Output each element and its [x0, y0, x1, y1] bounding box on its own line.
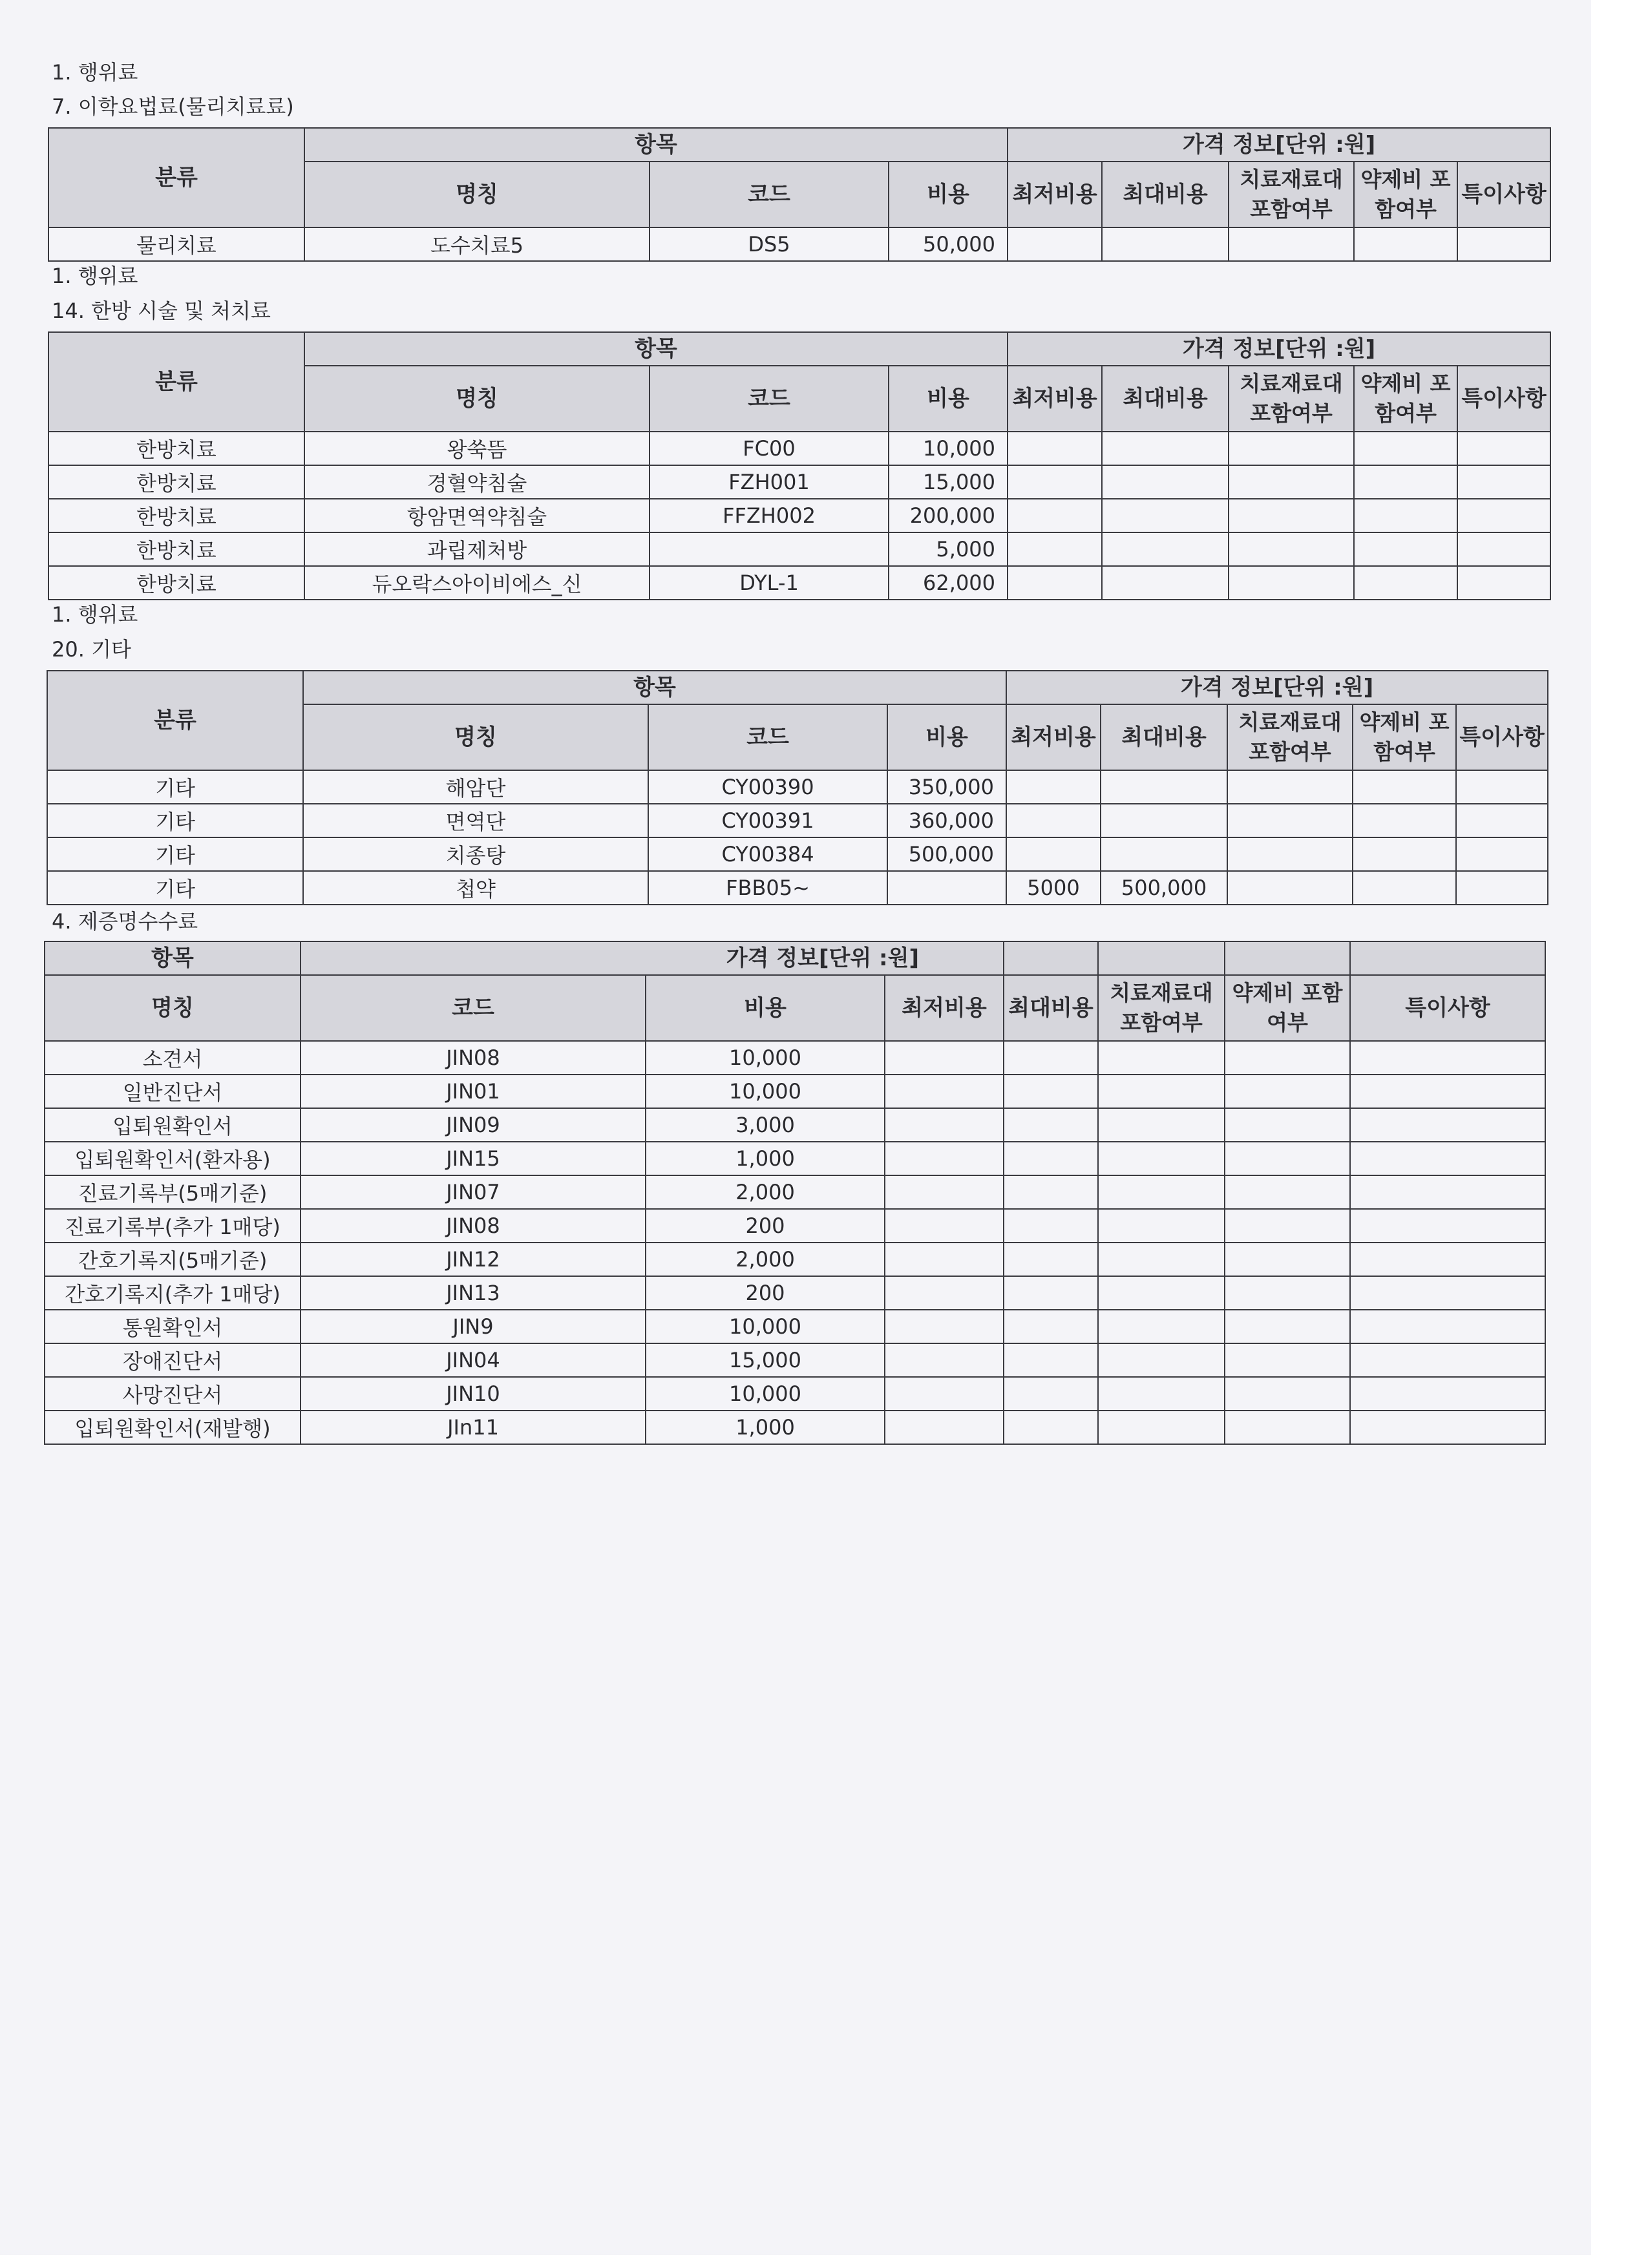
cell-code	[650, 532, 889, 566]
header-drug-included: 약제비 포함여부	[1354, 162, 1457, 227]
cell-code: JIN04	[301, 1343, 646, 1377]
cell-material	[1098, 1041, 1225, 1075]
cell-material	[1229, 227, 1354, 261]
cell-cost: 2,000	[646, 1175, 885, 1209]
section4-label-top: 4. 제증명수수료	[52, 909, 198, 934]
cell-min	[885, 1343, 1004, 1377]
cell-min	[1008, 499, 1102, 532]
cell-name: 첩약	[303, 871, 648, 905]
cell-material	[1098, 1377, 1225, 1411]
header-notes: 특이사항	[1457, 162, 1550, 227]
section3-label-sub: 20. 기타	[52, 637, 131, 662]
table-row	[45, 1377, 1545, 1411]
cell-category: 한방치료	[48, 499, 304, 532]
cell-cost: 350,000	[887, 770, 1006, 804]
table-row	[45, 1142, 1545, 1175]
header-blank	[1098, 941, 1225, 975]
header-price-info: 가격 정보[단위 :원]	[1008, 332, 1550, 366]
cell-material	[1098, 1243, 1225, 1276]
cell-cost: 500,000	[887, 837, 1006, 871]
cell-code: JIN07	[301, 1175, 646, 1209]
header-category: 분류	[47, 671, 303, 770]
cell-material	[1229, 499, 1354, 532]
cell-cost: 200,000	[889, 499, 1008, 532]
header-blank	[1004, 941, 1098, 975]
cell-cost: 5,000	[889, 532, 1008, 566]
cell-drug	[1225, 1108, 1350, 1142]
cell-cost: 10,000	[646, 1075, 885, 1108]
header-notes: 특이사항	[1457, 366, 1550, 432]
header-material-included: 치료재료대 포함여부	[1229, 366, 1354, 432]
cell-min	[885, 1041, 1004, 1075]
cell-category: 기타	[47, 770, 303, 804]
cell-name: 통원확인서	[45, 1310, 301, 1343]
cell-cost: 15,000	[889, 465, 1008, 499]
cell-code: CY00391	[648, 804, 887, 837]
cell-cost: 62,000	[889, 566, 1008, 600]
cell-min	[885, 1310, 1004, 1343]
cell-cost: 2,000	[646, 1243, 885, 1276]
cell-name: 경혈약침술	[304, 465, 650, 499]
cell-drug	[1225, 1411, 1350, 1444]
cell-max	[1102, 227, 1229, 261]
cell-drug	[1225, 1343, 1350, 1377]
cell-note	[1350, 1377, 1545, 1411]
cell-name: 치종탕	[303, 837, 648, 871]
cell-cost	[887, 871, 1006, 905]
header-min-cost: 최저비용	[1006, 704, 1101, 770]
section1-label-sub: 7. 이학요법료(물리치료료)	[52, 94, 294, 119]
cell-name: 왕쑥뜸	[304, 432, 650, 465]
cell-category: 한방치료	[48, 465, 304, 499]
header-cost: 비용	[889, 366, 1008, 432]
cell-material	[1229, 532, 1354, 566]
table-row	[48, 432, 1550, 465]
cell-cost: 1,000	[646, 1411, 885, 1444]
cell-note	[1350, 1075, 1545, 1108]
cell-drug	[1225, 1175, 1350, 1209]
table-row	[48, 532, 1550, 566]
cell-min	[1008, 566, 1102, 600]
cell-name: 진료기록부(추가 1매당)	[45, 1209, 301, 1243]
header-drug-included: 약제비 포함여부	[1354, 366, 1457, 432]
table-row	[45, 1343, 1545, 1377]
cell-note	[1350, 1411, 1545, 1444]
cell-drug	[1353, 804, 1456, 837]
table-row	[48, 465, 1550, 499]
header-cost: 비용	[887, 704, 1006, 770]
cell-drug	[1353, 770, 1456, 804]
cell-category: 한방치료	[48, 432, 304, 465]
cell-cost: 360,000	[887, 804, 1006, 837]
header-cost: 비용	[646, 975, 885, 1041]
cell-max	[1102, 566, 1229, 600]
cell-code: JIN15	[301, 1142, 646, 1175]
cell-max	[1102, 532, 1229, 566]
cell-min	[885, 1209, 1004, 1243]
cell-max	[1102, 432, 1229, 465]
cell-min	[1006, 837, 1101, 871]
cell-material	[1098, 1209, 1225, 1243]
header-min-cost: 최저비용	[1008, 366, 1102, 432]
table-row	[45, 1310, 1545, 1343]
header-material-included: 치료재료대 포함여부	[1098, 975, 1225, 1041]
cell-name: 진료기록부(5매기준)	[45, 1175, 301, 1209]
header-code: 코드	[650, 162, 889, 227]
header-item: 항목	[45, 941, 301, 975]
table-row	[47, 770, 1548, 804]
cell-material	[1229, 566, 1354, 600]
cell-name: 항암면역약침술	[304, 499, 650, 532]
cell-note	[1456, 770, 1548, 804]
table-row	[47, 871, 1548, 905]
table-row	[47, 804, 1548, 837]
cell-note	[1457, 566, 1550, 600]
page-bottom-margin	[0, 2255, 1648, 2268]
cell-drug	[1353, 837, 1456, 871]
cell-cost: 200	[646, 1276, 885, 1310]
table-row	[45, 1075, 1545, 1108]
cell-drug	[1225, 1041, 1350, 1075]
cell-note	[1350, 1276, 1545, 1310]
header-material-included: 치료재료대 포함여부	[1229, 162, 1354, 227]
header-name: 명칭	[45, 975, 301, 1041]
cell-note	[1350, 1209, 1545, 1243]
table-row	[45, 1411, 1545, 1444]
cell-material	[1227, 871, 1353, 905]
cell-material	[1098, 1343, 1225, 1377]
cell-cost: 10,000	[646, 1310, 885, 1343]
cell-max	[1004, 1377, 1098, 1411]
cell-code: CY00390	[648, 770, 887, 804]
cell-max	[1102, 499, 1229, 532]
cell-code: JIN08	[301, 1041, 646, 1075]
cell-note	[1457, 499, 1550, 532]
cell-min	[885, 1243, 1004, 1276]
table-row	[45, 1243, 1545, 1276]
cell-material	[1098, 1276, 1225, 1310]
cell-code: JIN10	[301, 1377, 646, 1411]
header-material-included: 치료재료대 포함여부	[1227, 704, 1353, 770]
header-drug-included: 약제비 포함여부	[1225, 975, 1350, 1041]
cell-max	[1004, 1343, 1098, 1377]
cell-name: 간호기록지(5매기준)	[45, 1243, 301, 1276]
section3-price-table	[47, 670, 1548, 905]
cell-drug	[1354, 532, 1457, 566]
cell-material	[1229, 465, 1354, 499]
cell-drug	[1354, 566, 1457, 600]
cell-category: 한방치료	[48, 566, 304, 600]
cell-material	[1227, 770, 1353, 804]
cell-cost: 10,000	[889, 432, 1008, 465]
cell-name: 면역단	[303, 804, 648, 837]
cell-code: CY00384	[648, 837, 887, 871]
cell-note	[1350, 1108, 1545, 1142]
cell-drug	[1225, 1142, 1350, 1175]
cell-note	[1457, 532, 1550, 566]
cell-material	[1098, 1142, 1225, 1175]
cell-code: DS5	[650, 227, 889, 261]
cell-drug	[1354, 465, 1457, 499]
cell-material	[1227, 837, 1353, 871]
cell-max	[1004, 1310, 1098, 1343]
cell-code: JIN01	[301, 1075, 646, 1108]
header-code: 코드	[301, 975, 646, 1041]
header-price-info: 가격 정보[단위 :원]	[1008, 128, 1550, 162]
cell-drug	[1354, 432, 1457, 465]
cell-max	[1004, 1175, 1098, 1209]
cell-note	[1350, 1175, 1545, 1209]
cell-drug	[1353, 871, 1456, 905]
header-blank	[1225, 941, 1350, 975]
cell-material	[1098, 1075, 1225, 1108]
section1-label-top: 1. 행위료	[52, 60, 138, 85]
table-row	[45, 1108, 1545, 1142]
header-max-cost: 최대비용	[1102, 366, 1229, 432]
cell-name: 사망진단서	[45, 1377, 301, 1411]
cell-code: FFZH002	[650, 499, 889, 532]
cell-drug	[1225, 1276, 1350, 1310]
cell-min	[885, 1075, 1004, 1108]
cell-name: 입퇴원확인서(환자용)	[45, 1142, 301, 1175]
header-blank	[1350, 941, 1545, 975]
header-name: 명칭	[304, 162, 650, 227]
cell-min	[885, 1175, 1004, 1209]
section4-fee-table	[44, 941, 1546, 1445]
cell-min	[885, 1411, 1004, 1444]
header-max-cost: 최대비용	[1101, 704, 1227, 770]
header-min-cost: 최저비용	[885, 975, 1004, 1041]
cell-min: 5000	[1006, 871, 1101, 905]
header-max-cost: 최대비용	[1102, 162, 1229, 227]
cell-material	[1227, 804, 1353, 837]
cell-category: 기타	[47, 837, 303, 871]
cell-note	[1350, 1142, 1545, 1175]
cell-name: 입퇴원확인서(재발행)	[45, 1411, 301, 1444]
cell-code: DYL-1	[650, 566, 889, 600]
cell-max	[1004, 1108, 1098, 1142]
cell-min	[885, 1377, 1004, 1411]
header-price-info: 가격 정보[단위 :원]	[1006, 671, 1548, 704]
section2-label-sub: 14. 한방 시술 및 처치료	[52, 299, 271, 323]
section2-price-table	[48, 331, 1551, 600]
cell-name: 장애진단서	[45, 1343, 301, 1377]
cell-code: JIN09	[301, 1108, 646, 1142]
cell-category: 물리치료	[48, 227, 304, 261]
cell-note	[1350, 1041, 1545, 1075]
cell-max	[1004, 1075, 1098, 1108]
cell-code: JIN13	[301, 1276, 646, 1310]
cell-min	[885, 1142, 1004, 1175]
cell-name: 과립제처방	[304, 532, 650, 566]
cell-name: 일반진단서	[45, 1075, 301, 1108]
page-right-margin	[1591, 0, 1648, 2268]
cell-max	[1004, 1411, 1098, 1444]
cell-max: 500,000	[1101, 871, 1227, 905]
header-code: 코드	[648, 704, 887, 770]
cell-code: FC00	[650, 432, 889, 465]
header-cost: 비용	[889, 162, 1008, 227]
cell-code: JIN9	[301, 1310, 646, 1343]
cell-cost: 3,000	[646, 1108, 885, 1142]
cell-code: JIN08	[301, 1209, 646, 1243]
cell-max	[1004, 1041, 1098, 1075]
header-category: 분류	[48, 128, 304, 227]
cell-max	[1101, 770, 1227, 804]
cell-cost: 200	[646, 1209, 885, 1243]
section2-label-top: 1. 행위료	[52, 264, 138, 288]
table-row	[45, 1175, 1545, 1209]
cell-drug	[1225, 1209, 1350, 1243]
cell-min	[885, 1276, 1004, 1310]
cell-max	[1004, 1243, 1098, 1276]
table-row	[45, 1209, 1545, 1243]
cell-cost: 50,000	[889, 227, 1008, 261]
cell-note	[1350, 1310, 1545, 1343]
section3-label-top: 1. 행위료	[52, 602, 138, 627]
cell-note	[1456, 837, 1548, 871]
header-min-cost: 최저비용	[1008, 162, 1102, 227]
cell-category: 기타	[47, 871, 303, 905]
cell-material	[1098, 1108, 1225, 1142]
table-row	[48, 227, 1550, 261]
cell-cost: 10,000	[646, 1041, 885, 1075]
table-row	[48, 499, 1550, 532]
cell-code: JIN12	[301, 1243, 646, 1276]
cell-cost: 1,000	[646, 1142, 885, 1175]
cell-min	[1006, 804, 1101, 837]
cell-material	[1098, 1310, 1225, 1343]
cell-note	[1457, 227, 1550, 261]
cell-code: FZH001	[650, 465, 889, 499]
cell-drug	[1225, 1377, 1350, 1411]
cell-drug	[1354, 499, 1457, 532]
section1-price-table	[48, 127, 1551, 262]
header-notes: 특이사항	[1350, 975, 1545, 1041]
cell-note	[1457, 432, 1550, 465]
cell-drug	[1225, 1075, 1350, 1108]
header-drug-included: 약제비 포함여부	[1353, 704, 1456, 770]
cell-max	[1004, 1276, 1098, 1310]
cell-min	[1008, 532, 1102, 566]
cell-cost: 15,000	[646, 1343, 885, 1377]
cell-note	[1456, 871, 1548, 905]
cell-note	[1350, 1343, 1545, 1377]
cell-code: JIn11	[301, 1411, 646, 1444]
table-row	[45, 1041, 1545, 1075]
cell-material	[1098, 1175, 1225, 1209]
cell-max	[1102, 465, 1229, 499]
cell-drug	[1225, 1243, 1350, 1276]
table-row	[48, 566, 1550, 600]
cell-drug	[1354, 227, 1457, 261]
cell-min	[885, 1108, 1004, 1142]
cell-name: 간호기록지(추가 1매당)	[45, 1276, 301, 1310]
cell-name: 입퇴원확인서	[45, 1108, 301, 1142]
header-category: 분류	[48, 332, 304, 432]
cell-min	[1008, 465, 1102, 499]
cell-min	[1008, 227, 1102, 261]
header-code: 코드	[650, 366, 889, 432]
table-row	[47, 837, 1548, 871]
header-name: 명칭	[303, 704, 648, 770]
cell-name: 해암단	[303, 770, 648, 804]
header-max-cost: 최대비용	[1004, 975, 1098, 1041]
cell-cost: 10,000	[646, 1377, 885, 1411]
header-name: 명칭	[304, 366, 650, 432]
cell-category: 한방치료	[48, 532, 304, 566]
header-notes: 특이사항	[1456, 704, 1548, 770]
cell-material	[1098, 1411, 1225, 1444]
cell-max	[1004, 1142, 1098, 1175]
header-item: 항목	[304, 332, 1008, 366]
cell-drug	[1225, 1310, 1350, 1343]
cell-name: 듀오락스아이비에스_신	[304, 566, 650, 600]
table-row	[45, 1276, 1545, 1310]
cell-max	[1101, 837, 1227, 871]
header-price-info: 가격 정보[단위 :원]	[301, 941, 1004, 975]
cell-note	[1457, 465, 1550, 499]
cell-note	[1350, 1243, 1545, 1276]
header-item: 항목	[304, 128, 1008, 162]
cell-name: 소견서	[45, 1041, 301, 1075]
cell-note	[1456, 804, 1548, 837]
cell-min	[1008, 432, 1102, 465]
cell-code: FBB05~	[648, 871, 887, 905]
cell-category: 기타	[47, 804, 303, 837]
cell-max	[1004, 1209, 1098, 1243]
cell-material	[1229, 432, 1354, 465]
cell-max	[1101, 804, 1227, 837]
cell-min	[1006, 770, 1101, 804]
header-item: 항목	[303, 671, 1006, 704]
cell-name: 도수치료5	[304, 227, 650, 261]
